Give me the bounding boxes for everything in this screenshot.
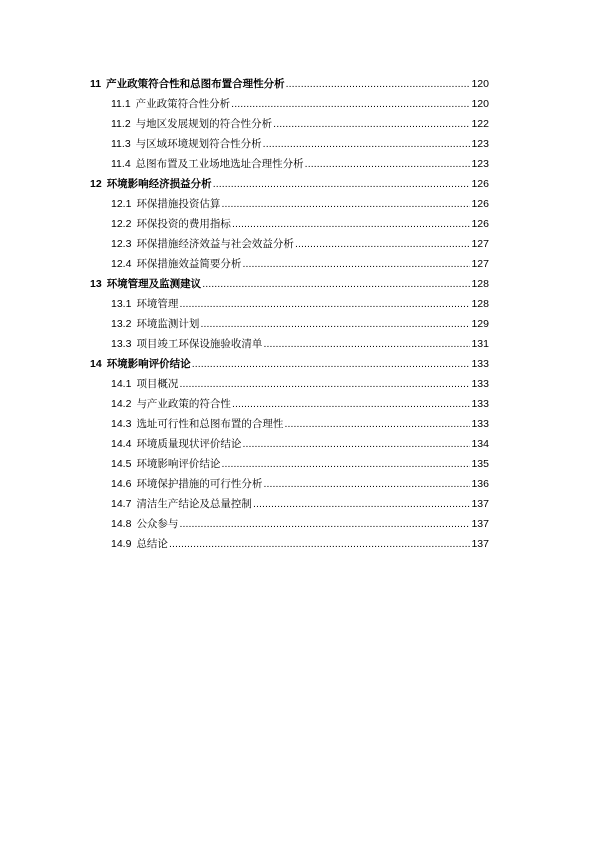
toc-entry-number: 13.2 [111, 318, 132, 330]
toc-dot-leader [232, 396, 471, 412]
toc-page-number: 137 [471, 498, 489, 510]
toc-dot-leader [305, 156, 471, 172]
toc-entry-number: 14.3 [111, 418, 132, 430]
toc-entry-line [111, 416, 489, 432]
toc-entry-number: 14.6 [111, 478, 132, 490]
toc-entry-line [111, 136, 489, 152]
toc-entry-number: 14.7 [111, 498, 132, 510]
toc-entry-line [111, 216, 489, 232]
toc-dot-leader [263, 136, 471, 152]
toc-dot-leader [221, 456, 470, 472]
toc-page-number: 133 [471, 418, 489, 430]
toc-entry-number: 14.4 [111, 438, 132, 450]
toc-entry-number: 13.1 [111, 298, 132, 310]
toc-entry-line [111, 456, 489, 472]
toc-section-entry[interactable] [0, 194, 595, 214]
toc-entry-title: 环保措施效益简要分析 [136, 258, 242, 270]
toc-page-number: 127 [471, 258, 489, 270]
toc-entry-title: 环境影响经济损益分析 [106, 178, 212, 190]
toc-page-number: 123 [471, 158, 489, 170]
toc-section-entry[interactable] [0, 514, 595, 534]
toc-page-number: 134 [471, 438, 489, 450]
toc-entry-title: 环境保护措施的可行性分析 [136, 478, 263, 490]
toc-entry-title: 环保措施投资估算 [136, 198, 221, 210]
toc-entry-title: 环保投资的费用指标 [136, 218, 231, 230]
toc-page-number: 120 [471, 98, 489, 110]
toc-entry-line [111, 296, 489, 312]
toc-page-number: 133 [471, 358, 489, 370]
toc-page-number: 127 [471, 238, 489, 250]
toc-entry-number: 11.1 [111, 98, 131, 110]
toc-section-entry[interactable] [0, 314, 595, 334]
toc-entry-title: 环境质量现状评价结论 [136, 438, 242, 450]
toc-entry-number: 12 [90, 178, 102, 190]
toc-section-entry[interactable] [0, 394, 595, 414]
toc-entry-line [111, 256, 489, 272]
toc-chapter-entry[interactable] [0, 74, 595, 94]
toc-page-number: 133 [471, 378, 489, 390]
toc-entry-title: 环保措施经济效益与社会效益分析 [136, 238, 294, 250]
toc-entry-title: 环境影响评价结论 [136, 458, 221, 470]
toc-chapter-entry[interactable] [0, 274, 595, 294]
toc-entry-title: 与地区发展规划的符合性分析 [135, 118, 273, 130]
toc-section-entry[interactable] [0, 374, 595, 394]
toc-dot-leader [192, 356, 471, 372]
toc-section-entry[interactable] [0, 414, 595, 434]
toc-entry-line [111, 116, 489, 132]
toc-entry-number: 12.4 [111, 258, 132, 270]
toc-dot-leader [295, 236, 471, 252]
toc-section-entry[interactable] [0, 114, 595, 134]
toc-section-entry[interactable] [0, 494, 595, 514]
toc-page-number: 126 [471, 178, 489, 190]
toc-entry-number: 13 [90, 278, 102, 290]
toc-entry-line [90, 176, 489, 192]
toc-entry-line [111, 396, 489, 412]
toc-entry-number: 14.9 [111, 538, 132, 550]
toc-entry-line [111, 316, 489, 332]
toc-entry-line [111, 516, 489, 532]
toc-entry-number: 14.2 [111, 398, 132, 410]
toc-entry-line [111, 196, 489, 212]
toc-entry-number: 14.1 [111, 378, 132, 390]
toc-dot-leader [202, 276, 470, 292]
toc-page-number: 122 [471, 118, 489, 130]
toc-entry-number: 14.8 [111, 518, 132, 530]
toc-dot-leader [284, 416, 470, 432]
toc-entry-number: 13.3 [111, 338, 132, 350]
toc-entry-line [90, 356, 489, 372]
toc-page-number: 133 [471, 398, 489, 410]
toc-page-number: 137 [471, 518, 489, 530]
toc-entry-title: 项目概况 [136, 378, 179, 390]
toc-entry-line [111, 496, 489, 512]
toc-dot-leader [179, 296, 470, 312]
toc-page-number: 136 [471, 478, 489, 490]
toc-entry-number: 14 [90, 358, 102, 370]
toc-section-entry[interactable] [0, 254, 595, 274]
toc-entry-number: 14.5 [111, 458, 132, 470]
toc-entry-line [111, 436, 489, 452]
toc-dot-leader [231, 96, 470, 112]
toc-section-entry[interactable] [0, 334, 595, 354]
toc-entry-title: 环境管理 [136, 298, 179, 310]
toc-entry-number: 12.3 [111, 238, 132, 250]
toc-dot-leader [213, 176, 471, 192]
toc-section-entry[interactable] [0, 434, 595, 454]
toc-entry-title: 清洁生产结论及总量控制 [136, 498, 252, 510]
toc-dot-leader [169, 536, 471, 552]
toc-entry-line [111, 336, 489, 352]
toc-page-number: 126 [471, 218, 489, 230]
toc-entry-title: 环境影响评价结论 [106, 358, 191, 370]
toc-entry-number: 11.4 [111, 158, 131, 170]
toc-dot-leader [221, 196, 470, 212]
toc-entry-line [111, 376, 489, 392]
toc-dot-leader [273, 116, 470, 132]
toc-entry-number: 12.2 [111, 218, 132, 230]
toc-entry-line [111, 156, 489, 172]
toc-entry-line [90, 76, 489, 92]
toc-dot-leader [179, 516, 470, 532]
toc-entry-title: 总结论 [136, 538, 168, 550]
toc-entry-number: 12.1 [111, 198, 132, 210]
toc-section-entry[interactable] [0, 154, 595, 174]
toc-dot-leader [242, 436, 470, 452]
toc-dot-leader [263, 336, 470, 352]
toc-chapter-entry[interactable] [0, 174, 595, 194]
toc-dot-leader [253, 496, 471, 512]
toc-entry-line [90, 276, 489, 292]
toc-entry-number: 11.2 [111, 118, 131, 130]
toc-page-number: 128 [471, 278, 489, 290]
toc-section-entry[interactable] [0, 134, 595, 154]
toc-page-number: 131 [471, 338, 489, 350]
toc-dot-leader [179, 376, 470, 392]
toc-page-number: 135 [471, 458, 489, 470]
toc-entry-title: 与产业政策的符合性 [136, 398, 231, 410]
toc-entry-title: 公众参与 [136, 518, 179, 530]
toc-page-number: 120 [471, 78, 489, 90]
toc-dot-leader [263, 476, 470, 492]
toc-entry-title: 产业政策符合性和总图布置合理性分析 [106, 78, 285, 90]
toc-section-entry[interactable] [0, 474, 595, 494]
toc-page-number: 128 [471, 298, 489, 310]
toc-section-entry[interactable] [0, 94, 595, 114]
toc-entry-title: 产业政策符合性分析 [135, 98, 231, 110]
toc-section-entry[interactable] [0, 454, 595, 474]
toc-dot-leader [200, 316, 470, 332]
toc-section-entry[interactable] [0, 214, 595, 234]
toc-dot-leader [242, 256, 470, 272]
toc-entry-line [111, 476, 489, 492]
toc-section-entry[interactable] [0, 534, 595, 554]
toc-dot-leader [286, 76, 471, 92]
toc-entry-line [111, 536, 489, 552]
toc-entry-number: 11 [90, 78, 102, 90]
toc-page-number: 123 [471, 138, 489, 150]
toc-entry-line [111, 96, 489, 112]
toc-entry-title: 环境监测计划 [136, 318, 200, 330]
toc-page-number: 137 [471, 538, 489, 550]
toc-entry-title: 环境管理及监测建议 [106, 278, 202, 290]
toc-entry-title: 总图布置及工业场地选址合理性分析 [135, 158, 304, 170]
toc-entry-title: 项目竣工环保设施验收清单 [136, 338, 263, 350]
toc-entry-line [111, 236, 489, 252]
toc-entry-number: 11.3 [111, 138, 131, 150]
toc-page-number: 129 [471, 318, 489, 330]
toc-chapter-entry[interactable] [0, 354, 595, 374]
toc-entry-title: 与区域环境规划符合性分析 [135, 138, 262, 150]
toc-section-entry[interactable] [0, 294, 595, 314]
toc-page-number: 126 [471, 198, 489, 210]
table-of-contents [0, 74, 595, 554]
toc-section-entry[interactable] [0, 234, 595, 254]
toc-entry-title: 选址可行性和总图布置的合理性 [136, 418, 284, 430]
toc-dot-leader [232, 216, 471, 232]
